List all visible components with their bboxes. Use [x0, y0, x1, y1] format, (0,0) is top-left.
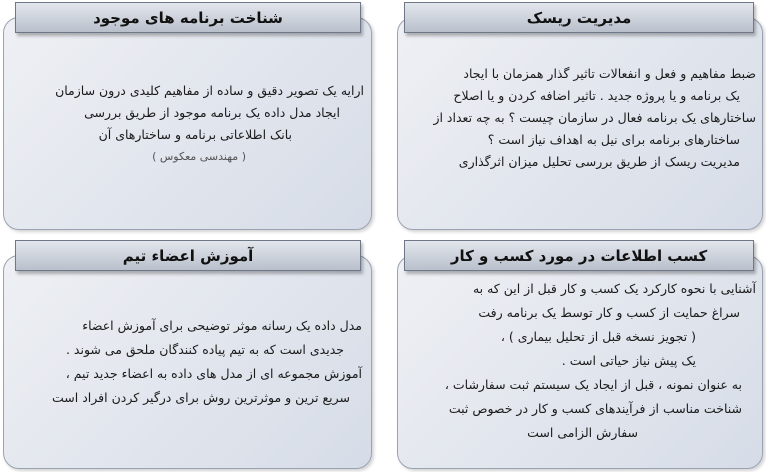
existing-line-2: ایجاد مدل داده یک برنامه موجود از طریق بررسی — [84, 105, 340, 120]
team-training-title: آموزش اعضاء تیم — [15, 240, 361, 271]
business-line-1: آشنایی با نحوه کارکرد یک کسب و کار قبل از این که به — [472, 281, 756, 296]
risk-management-body — [400, 63, 756, 173]
business-line-7: سفارش الزامی است — [527, 425, 638, 440]
risk-line-2: یک برنامه و یا پروژه جدید . تاثیر اضافه کردن و یا اصلاح — [453, 88, 740, 103]
business-line-6: شناخت مناسب از فرآیندهای کسب و کار در خصوص ثبت — [448, 401, 742, 416]
training-line-2: جدیدی است که به تیم پیاده کنندگان ملحق می شوند . — [65, 342, 344, 357]
training-line-1: مدل داده یک رسانه موثر توضیحی برای آموزش اعضاء — [82, 318, 362, 333]
existing-programs-body — [8, 80, 364, 168]
training-line-4: سریع ترین و موثرترین روش برای درگیر کردن افراد است — [52, 390, 350, 405]
risk-line-4: ساختارهای برنامه برای نیل به اهداف نیاز است ؟ — [487, 132, 740, 147]
team-training-body — [8, 314, 362, 410]
business-knowledge-body — [400, 277, 756, 445]
risk-line-3: ساختارهای یک برنامه فعال در سازمان چیست ؟ به چه تعداد از — [433, 110, 756, 125]
business-line-3: ( تجویز نسخه قبل از تحلیل بیماری ) ، — [500, 329, 696, 344]
risk-line-5: مدیریت ریسک از طریق بررسی تحلیل میزان اثرگذاری — [458, 154, 740, 169]
business-line-2: سراغ حمایت از کسب و کار توسط یک برنامه رفت — [478, 305, 740, 320]
reverse-engineering-note: ( مهندسی معکوس ) — [152, 150, 246, 163]
business-line-4: یک پیش نیاز حیاتی است . — [561, 353, 696, 368]
business-line-5: به عنوان نمونه ، قبل از ایجاد یک سیستم ثبت سفارشات ، — [444, 377, 742, 392]
existing-line-3: بانک اطلاعاتی برنامه و ساختارهای آن — [98, 127, 292, 142]
risk-line-1: ضبط مفاهیم و فعل و انفعالات تاثیر گذار همزمان با ایجاد — [463, 66, 756, 81]
training-line-3: آموزش مجموعه ای از مدل های داده به اعضاء جدید تیم ، — [65, 366, 362, 381]
business-knowledge-title: کسب اطلاعات در مورد کسب و کار — [404, 240, 754, 271]
risk-management-title: مدیریت ریسک — [404, 2, 754, 33]
existing-programs-title: شناخت برنامه های موجود — [15, 2, 361, 33]
existing-line-1: ارایه یک تصویر دقیق و ساده از مفاهیم کلیدی درون سازمان — [55, 83, 364, 98]
